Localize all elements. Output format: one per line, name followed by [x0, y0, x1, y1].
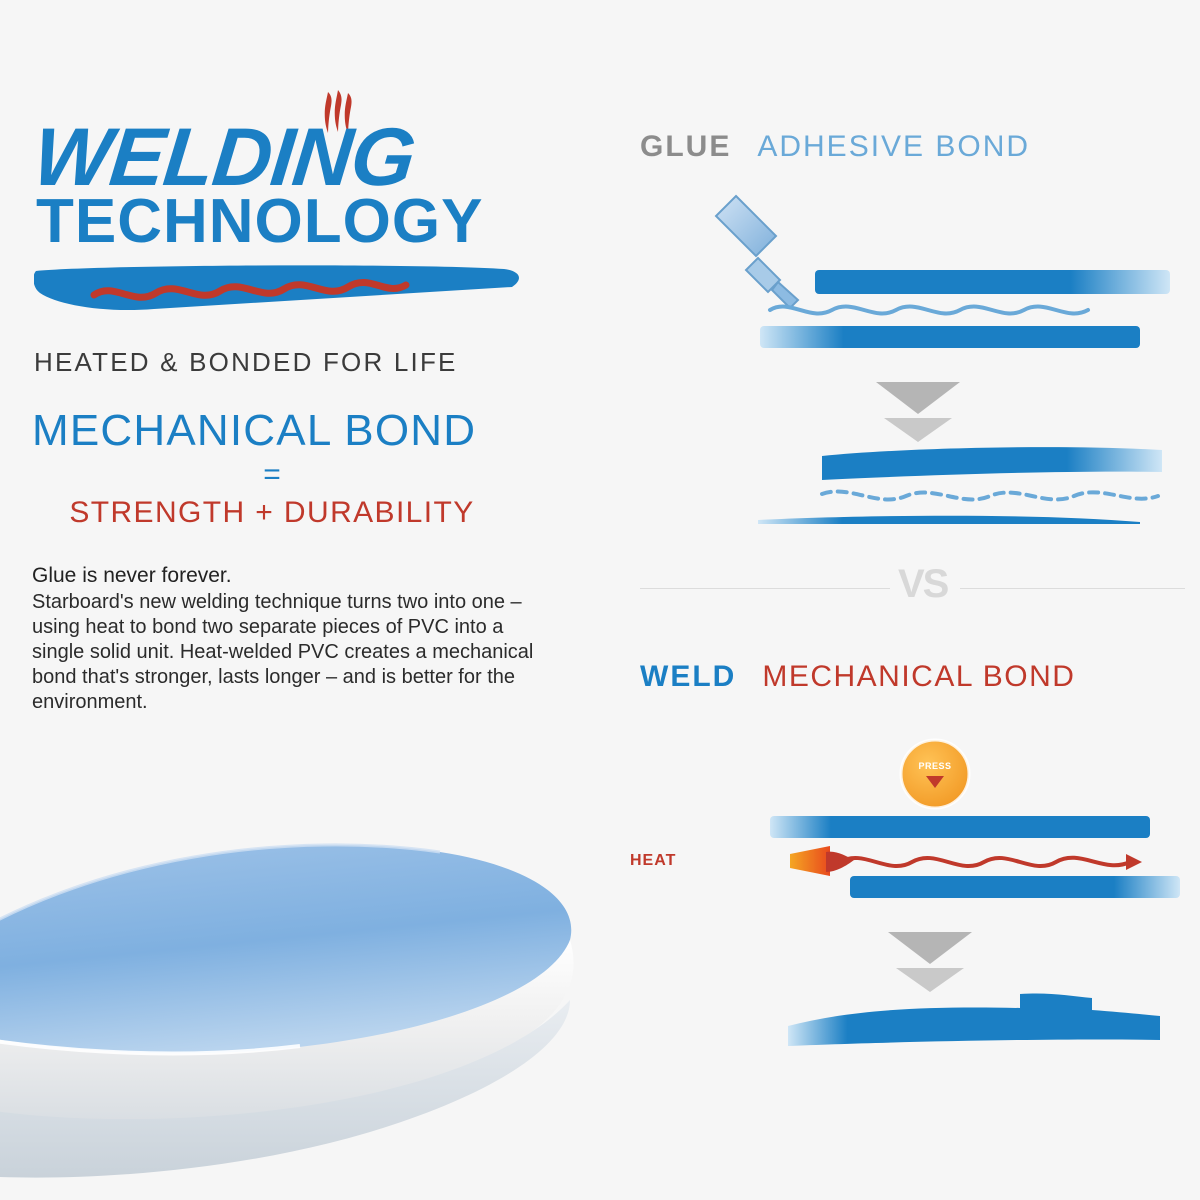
body-heading: Glue is never forever. — [32, 564, 232, 588]
right-content-column — [640, 130, 1180, 529]
title-welding: WELDING — [29, 112, 419, 203]
vs-rule-right — [960, 588, 1185, 589]
glue-bottom-strip — [760, 326, 1140, 348]
glue-subtitle: ADHESIVE BOND — [757, 130, 1031, 163]
vs-divider — [640, 560, 1185, 620]
paddle-board-photo — [0, 830, 610, 1200]
weld-panel — [630, 660, 1185, 1059]
tagline: HEATED & BONDED FOR LIFE — [34, 347, 458, 378]
press-label: PRESS — [918, 761, 952, 771]
glue-adhesive-squiggle — [770, 307, 1088, 314]
glue-result-failing-bond — [822, 491, 1158, 499]
down-arrow-icon-2 — [888, 932, 972, 992]
equals-sign: = — [263, 458, 281, 492]
title-block — [28, 112, 588, 321]
weld-heat-arrowhead — [1126, 854, 1142, 870]
glue-applicator-icon — [716, 196, 798, 308]
weld-panel-header — [640, 660, 1185, 694]
vs-rule-left — [640, 588, 890, 589]
strength-durability-line: STRENGTH + DURABILITY — [69, 496, 475, 530]
mechanical-bond-heading: MECHANICAL BOND — [32, 406, 477, 456]
weld-top-strip — [770, 816, 1150, 838]
heat-label: HEAT — [630, 852, 677, 869]
weld-keyword: WELD — [640, 660, 737, 693]
body-paragraph: Starboard's new welding technique turns two into one – using heat to bond two separate pieces of PVC into a single solid unit. Heat-welded PVC creates a mechanical bond that's stronger, lasts longer – and is better for the environment. — [32, 591, 534, 714]
glue-result-bottom-strip — [758, 516, 1140, 524]
left-content-column — [28, 112, 588, 715]
glue-top-strip — [815, 270, 1170, 294]
weld-heat-squiggle — [840, 858, 1130, 866]
title-technology: TECHNOLOGY — [36, 187, 484, 257]
weld-result-fused-strip — [788, 993, 1160, 1046]
vs-label: VS — [898, 562, 948, 606]
glue-result-top-strip — [822, 447, 1162, 480]
glue-keyword: GLUE — [640, 130, 732, 163]
glue-panel-header — [640, 130, 1180, 164]
weld-subtitle: MECHANICAL BOND — [762, 660, 1076, 693]
weld-diagram — [630, 694, 1185, 1059]
weld-bottom-strip — [850, 876, 1180, 898]
board-swoosh-graphic — [34, 259, 524, 321]
down-arrow-icon — [876, 382, 960, 442]
glue-diagram — [640, 164, 1180, 529]
press-badge — [901, 740, 969, 808]
